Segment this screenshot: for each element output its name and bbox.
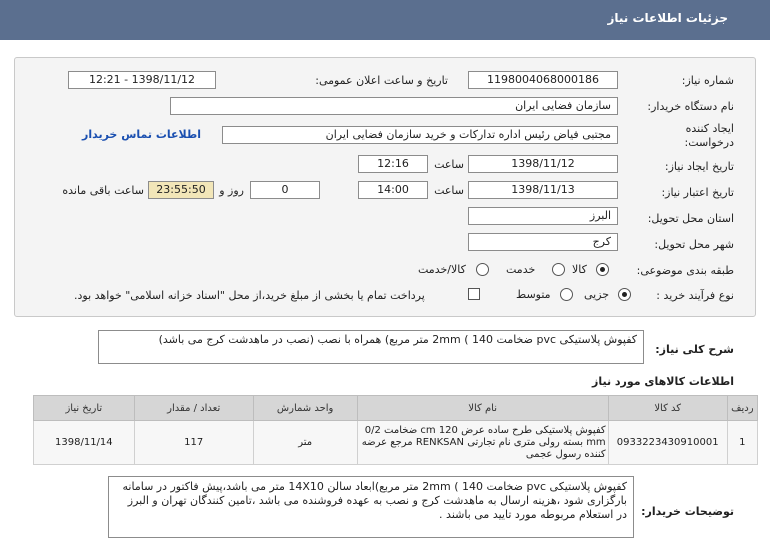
col-date: تاریخ نیاز (34, 396, 135, 421)
province-field[interactable]: البرز (468, 207, 618, 225)
buyer-notes-field[interactable]: کفپوش پلاستیکی pvc ضخامت 140 ) 2mm متر مربع)ابعاد سالن 14X10 متر می باشد،پیش فاکتور در سامانه بارگزاری شود ،هزینه ارسال به ماهدشت کرج و نصب به عهده فروشنده می باشد ،تامین کنندگان تهران و البرز در استعلام مربوطه مورد تایید می باشند . (108, 476, 634, 538)
purchase-type-label: نوع فرآیند خرید : (656, 289, 734, 302)
col-qty: تعداد / مقدار (134, 396, 253, 421)
col-unit: واحد شمارش (253, 396, 357, 421)
need-number-label: شماره نیاز: (681, 74, 734, 87)
valid-date-label: تاریخ اعتبار نیاز: (661, 186, 734, 199)
creator-field[interactable]: مجتبی فیاض رئیس اداره تدارکات و خرید سازمان فضایی ایران (222, 126, 618, 144)
city-field[interactable]: کرج (468, 233, 618, 251)
remaining-time-field[interactable]: 23:55:50 (148, 181, 214, 199)
purchase-medium-radio[interactable] (560, 288, 573, 301)
created-date-field[interactable]: 1398/11/12 (468, 155, 618, 173)
cell-qty: 117 (134, 421, 253, 465)
valid-time-field[interactable]: 14:00 (358, 181, 428, 199)
created-date-label: تاریخ ایجاد نیاز: (664, 160, 734, 173)
category-goods-radio[interactable] (596, 263, 609, 276)
treasury-payment-note: پرداخت تمام یا بخشی از مبلغ خرید،از محل "اسناد خزانه اسلامی" خواهد بود. (74, 289, 425, 302)
summary-label: شرح کلی نیاز: (655, 343, 734, 356)
cell-code: 0933223430910001 (608, 421, 727, 465)
announce-datetime-field[interactable]: 1398/11/12 - 12:21 (68, 71, 216, 89)
cell-date: 1398/11/14 (34, 421, 135, 465)
province-label: استان محل تحویل: (647, 212, 734, 225)
summary-field[interactable]: کفپوش پلاستیکی pvc ضخامت 140 ) 2mm متر مربع) همراه با نصب (نصب در ماهدشت کرج می باشد) (98, 330, 644, 364)
category-both-label: کالا/خدمت (418, 263, 466, 276)
buyer-notes-label: توضیحات خریدار: (641, 505, 734, 518)
remaining-label: ساعت باقی مانده (62, 184, 144, 197)
category-service-label: خدمت (506, 263, 536, 276)
cell-name: کفپوش پلاستیکی طرح ساده عرض cm 120 ضخامت 0/2 mm بسته رولی متری نام تجارتی RENKSAN مرجع عرضه کننده رسول عجمی (357, 421, 608, 465)
created-time-field[interactable]: 12:16 (358, 155, 428, 173)
valid-time-label: ساعت (434, 184, 464, 197)
items-table (33, 395, 758, 465)
need-number-field[interactable]: 1198004068000186 (468, 71, 618, 89)
page-header (0, 0, 770, 40)
announce-label: تاریخ و ساعت اعلان عمومی: (315, 74, 448, 87)
category-goods-label: کالا (572, 263, 587, 276)
buyer-label: نام دستگاه خریدار: (647, 100, 734, 113)
buyer-field[interactable]: سازمان فضایی ایران (170, 97, 618, 115)
col-name: نام کالا (357, 396, 608, 421)
contact-buyer-link[interactable]: اطلاعات تماس خریدار (82, 128, 202, 141)
cell-unit: متر (253, 421, 357, 465)
city-label: شهر محل تحویل: (654, 238, 734, 251)
days-remaining-field[interactable]: 0 (250, 181, 320, 199)
cell-row: 1 (727, 421, 757, 465)
col-row: ردیف (727, 396, 757, 421)
valid-date-field[interactable]: 1398/11/13 (468, 181, 618, 199)
category-service-radio[interactable] (552, 263, 565, 276)
items-section-title: اطلاعات کالاهای مورد نیاز (592, 375, 734, 388)
table-row[interactable] (34, 421, 758, 465)
page-title: جزئیات اطلاعات نیاز (607, 11, 728, 25)
purchase-medium-label: متوسط (516, 288, 551, 301)
days-label: روز و (219, 184, 244, 197)
category-label: طبقه بندی موضوعی: (636, 264, 734, 277)
created-time-label: ساعت (434, 158, 464, 171)
items-header-row (34, 396, 758, 421)
purchase-minor-radio[interactable] (618, 288, 631, 301)
creator-label: ایجاد کننده درخواست: (684, 122, 734, 149)
category-both-radio[interactable] (476, 263, 489, 276)
treasury-payment-checkbox[interactable] (468, 288, 480, 300)
purchase-minor-label: جزیی (584, 288, 610, 301)
col-code: کد کالا (608, 396, 727, 421)
